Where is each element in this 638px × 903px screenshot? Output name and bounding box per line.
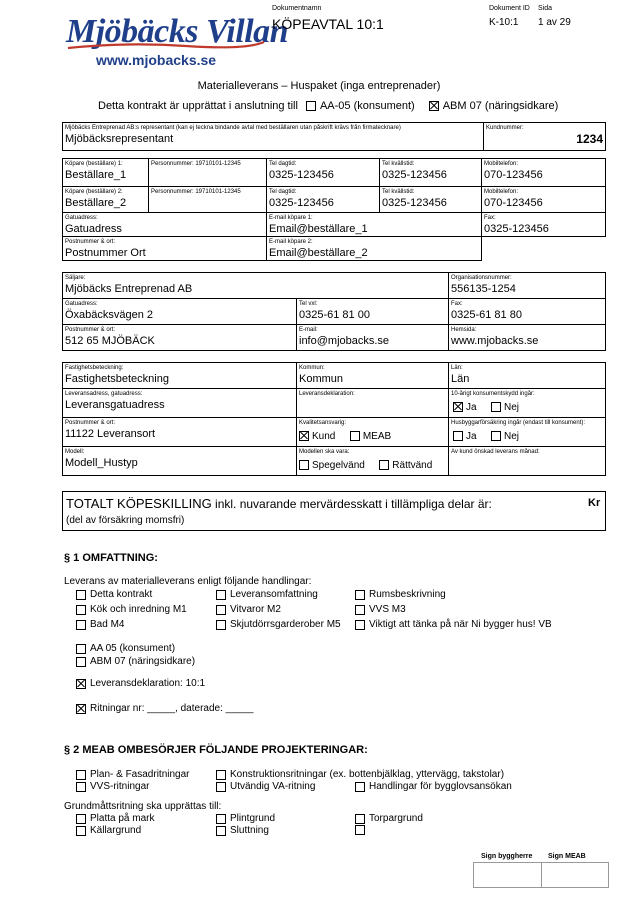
rep-field[interactable]: Mjöbäcksrepresentant [65, 133, 174, 145]
proj-item-construction [216, 769, 504, 780]
doc-item-wardrobes [216, 619, 341, 630]
buyer2-eve-field[interactable]: 0325-123456 [382, 197, 447, 209]
unmirrored-checkbox[interactable] [379, 460, 389, 470]
doc-item-bath [76, 619, 124, 630]
proj-construction-label: Konstruktionsritningar (ex. bottenbjälklag, yttervägg, takstolar) [230, 769, 505, 780]
page-subtitle: Materialleverans – Huspaket (inga entreprenader) [197, 80, 441, 92]
buyer2-mob-label: Mobiltelefon: [484, 189, 519, 195]
county-field[interactable]: Län [451, 373, 470, 385]
org-number-label: Organisationsnummer: [451, 275, 512, 281]
customer-number-label: Kundnummer: [486, 125, 524, 131]
sec1-abm07-label: ABM 07 (näringsidkare) [90, 656, 196, 667]
doc-item-vvs [355, 604, 406, 615]
drawings-item [76, 703, 253, 714]
seller-field[interactable]: Mjöbäcks Entreprenad AB [65, 283, 193, 295]
proj-permit-checkbox[interactable] [355, 782, 365, 792]
foundation-crawl-label: Torpargrund [369, 813, 423, 824]
foundation-basement-label: Källargrund [90, 825, 142, 836]
foundation-item-plinth [216, 813, 275, 824]
quality-kund-label: Kund [312, 430, 336, 442]
seller-postal-field[interactable]: 512 65 MJÖBÄCK [65, 335, 155, 347]
doc-item-kitchen [76, 604, 187, 615]
buyer-address-field[interactable]: Gatuadress [65, 223, 122, 235]
seller-web-field[interactable]: www.mjobacks.se [451, 335, 539, 347]
drawings-text: Ritningar nr: _____, daterade: _____ [90, 703, 254, 714]
delivery-declaration-label: Leveransdeklaration: [299, 391, 355, 397]
proj-vvs-label: VVS-ritningar [90, 781, 150, 792]
builder-insurance-label: Husbyggarförsäkring ingår (endast till konsument): [451, 420, 586, 426]
aa05-checkbox[interactable] [306, 101, 316, 111]
foundation-item-crawl [355, 813, 423, 824]
delivery-address-field[interactable]: Leveransgatuadress [65, 399, 165, 411]
foundation-title: Grundmåttsritning ska upprättas till: [64, 801, 222, 812]
protection-no-label: Nej [504, 401, 520, 413]
property-table [62, 362, 606, 476]
total-price-title: TOTALT KÖPESKILLING [66, 496, 212, 511]
logo-swoosh-icon [66, 12, 266, 57]
buyer1-eve-label: Tel kvällstid: [382, 161, 415, 167]
quality-responsible-options [299, 428, 446, 446]
section1-title: § 1 OMFATTNING: [64, 552, 158, 564]
buyer-address-label: Gatuadress: [65, 215, 98, 221]
doc-scope-label: Leveransomfattning [230, 589, 318, 600]
seller-label: Säljare: [65, 275, 86, 281]
page-label: Sida [538, 5, 553, 12]
doc-wardrobes-checkbox[interactable] [216, 620, 226, 630]
consumer-protection-label: 10-årigt konsumentskydd ingår: [451, 391, 535, 397]
company-url: www.mjobacks.se [96, 52, 217, 68]
doc-wardrobes-label: Skjutdörrsgarderober M5 [230, 619, 341, 630]
abm07-label: ABM 07 (näringsidkare) [442, 100, 559, 112]
model-orientation-label: Modellen ska vara: [299, 449, 350, 455]
quality-meab-label: MEAB [362, 430, 392, 442]
builder-insurance-options [451, 428, 603, 446]
buyer1-pnr-label: Personnummer: 19710101-12345 [151, 161, 241, 167]
page-number: 1 av 29 [538, 17, 571, 28]
foundation-basement-checkbox[interactable] [76, 826, 86, 836]
buyer2-email-field[interactable]: Email@beställare_2 [269, 247, 368, 259]
model-orientation-options [299, 457, 446, 475]
contract-basis-line [98, 100, 558, 112]
buyers-table [62, 158, 606, 261]
buyer1-day-field[interactable]: 0325-123456 [269, 169, 334, 181]
proj-plan-checkbox[interactable] [76, 770, 86, 780]
seller-tel-label: Tel vxl: [299, 301, 318, 307]
sec1-aa05-checkbox[interactable] [76, 644, 86, 654]
seller-tel-field[interactable]: 0325-61 81 00 [299, 309, 370, 321]
foundation-item-slope [216, 825, 269, 836]
quality-responsible-label: Kvalitetsansvarig: [299, 420, 347, 426]
buyer2-eve-label: Tel kvällstid: [382, 189, 415, 195]
doc-kitchen-checkbox[interactable] [76, 605, 86, 615]
doc-tips-label: Viktigt att tänka på när Ni bygger hus! VB [369, 619, 552, 630]
total-price-rest: inkl. nuvarande mervärdesskatt i tillämpliga delar är: [211, 497, 492, 511]
delivery-address-label: Leveransadress, gatuadress: [65, 391, 143, 397]
abm07-item [76, 656, 195, 667]
proj-item-permit [355, 781, 512, 792]
buyer2-pnr-label: Personnummer: 19710101-12345 [151, 189, 241, 195]
delivery-declaration-checkbox[interactable] [76, 679, 86, 689]
foundation-other-checkbox[interactable] [355, 825, 365, 835]
aa05-item [76, 643, 175, 654]
protection-no-checkbox[interactable] [491, 402, 501, 412]
doc-bath-label: Bad M4 [90, 619, 125, 630]
buyer1-email-field[interactable]: Email@beställare_1 [269, 223, 368, 235]
doc-id: K-10:1 [489, 17, 519, 28]
insurance-yes-label: Ja [466, 430, 477, 442]
buyer-postal-field[interactable]: Postnummer Ort [65, 247, 146, 259]
sign-builder-label: Sign byggherre [481, 853, 533, 860]
insurance-yes-checkbox[interactable] [453, 431, 463, 441]
doc-bath-checkbox[interactable] [76, 620, 86, 630]
model-field[interactable]: Modell_Hustyp [65, 457, 138, 469]
doc-appliances-checkbox[interactable] [216, 605, 226, 615]
buyer1-day-label: Tel dagtid: [269, 161, 297, 167]
buyer2-mob-field[interactable]: 070-123456 [484, 197, 543, 209]
org-number-field[interactable]: 556135-1254 [451, 283, 516, 295]
protection-yes-checkbox[interactable] [453, 402, 463, 412]
proj-va-checkbox[interactable] [216, 782, 226, 792]
proj-item-vvs [76, 781, 149, 792]
proj-vvs-checkbox[interactable] [76, 782, 86, 792]
doc-vvs-label: VVS M3 [369, 604, 406, 615]
doc-tips-checkbox[interactable] [355, 620, 365, 630]
seller-email-field[interactable]: info@mjobacks.se [299, 335, 390, 347]
delivery-postal-field[interactable]: 11122 Leveransort [65, 428, 156, 440]
foundation-slab-checkbox[interactable] [76, 814, 86, 824]
buyer-fax-field[interactable]: 0325-123456 [484, 223, 549, 235]
quality-kund-checkbox[interactable] [299, 431, 309, 441]
doc-name-label: Dokumentnamn [272, 5, 322, 12]
delivery-month-label: Av kund önskad leverans månad: [451, 449, 540, 455]
delivery-declaration-text: Leveransdeklaration: 10:1 [90, 678, 206, 689]
doc-item-contract [76, 589, 152, 600]
buyer1-email-label: E-mail köpare 1: [269, 215, 313, 221]
doc-item-scope [216, 589, 318, 600]
sec1-abm07-checkbox[interactable] [76, 657, 86, 667]
foundation-crawl-checkbox[interactable] [355, 814, 365, 824]
buyer1-label: Köpare (beställare) 1: [65, 161, 123, 167]
foundation-slope-label: Sluttning [230, 825, 269, 836]
doc-contract-checkbox[interactable] [76, 590, 86, 600]
county-label: Län: [451, 365, 463, 371]
quality-meab-checkbox[interactable] [350, 431, 360, 441]
doc-item-tips [355, 619, 552, 630]
proj-plan-label: Plan- & Fasadritningar [90, 769, 190, 780]
foundation-plinth-label: Plintgrund [230, 813, 276, 824]
foundation-item-other [355, 825, 369, 835]
mirrored-label: Spegelvänd [312, 459, 365, 471]
aa05-label: AA-05 (konsument) [319, 100, 415, 112]
delivery-postal-label: Postnummer & ort: [65, 420, 116, 426]
section1-intro: Leverans av materialleverans enligt följande handlingar: [64, 576, 312, 587]
municipality-field[interactable]: Kommun [299, 373, 344, 385]
customer-number-field[interactable]: 1234 [576, 132, 603, 146]
delivery-declaration-item [76, 678, 205, 689]
proj-va-label: Utvändig VA-ritning [230, 781, 316, 792]
buyer2-day-field[interactable]: 0325-123456 [269, 197, 334, 209]
foundation-plinth-checkbox[interactable] [216, 814, 226, 824]
seller-table [62, 272, 606, 351]
insurance-no-label: Nej [504, 430, 520, 442]
seller-postal-label: Postnummer & ort: [65, 327, 116, 333]
foundation-item-basement [76, 825, 141, 836]
proj-item-plan [76, 769, 190, 780]
property-id-label: Fastighetsbeteckning: [65, 365, 124, 371]
proj-permit-label: Handlingar för bygglovsansökan [369, 781, 512, 792]
seller-address-label: Gatuadress: [65, 301, 98, 307]
doc-appliances-label: Vitvaror M2 [230, 604, 281, 615]
buyer-fax-label: Fax: [484, 215, 496, 221]
sign-meab-label: Sign MEAB [548, 853, 586, 860]
doc-name: KÖPEAVTAL 10:1 [272, 16, 384, 32]
seller-fax-field[interactable]: 0325-61 81 80 [451, 309, 522, 321]
seller-web-label: Hemsida: [451, 327, 477, 333]
proj-item-va [216, 781, 315, 792]
buyer2-label: Köpare (beställare) 2: [65, 189, 123, 195]
property-id-field[interactable]: Fastighetsbeteckning [65, 373, 169, 385]
buyer1-mob-label: Mobiltelefon: [484, 161, 519, 167]
doc-rooms-label: Rumsbeskrivning [369, 589, 446, 600]
insurance-no-checkbox[interactable] [491, 431, 501, 441]
unmirrored-label: Rättvänd [392, 459, 433, 471]
total-price-note: (del av försäkring momsfri) [66, 515, 185, 526]
section2-title: § 2 MEAB OMBESÖRJER FÖLJANDE PROJEKTERINGAR: [64, 744, 368, 756]
foundation-slab-label: Platta på mark [90, 813, 155, 824]
doc-rooms-checkbox[interactable] [355, 590, 365, 600]
doc-contract-label: Detta kontrakt [90, 589, 153, 600]
municipality-label: Kommun: [299, 365, 325, 371]
foundation-slope-checkbox[interactable] [216, 826, 226, 836]
foundation-item-slab [76, 813, 154, 824]
signature-divider [541, 862, 542, 888]
doc-kitchen-label: Kök och inredning M1 [90, 604, 187, 615]
consumer-protection-options [451, 399, 603, 417]
contract-prefix: Detta kontrakt är upprättat i anslutning till [98, 100, 298, 112]
seller-fax-label: Fax: [451, 301, 463, 307]
total-price-heading [66, 496, 492, 511]
mirrored-checkbox[interactable] [299, 460, 309, 470]
doc-item-rooms [355, 589, 446, 600]
doc-item-appliances [216, 604, 281, 615]
buyer2-day-label: Tel dagtid: [269, 189, 297, 195]
abm07-checkbox[interactable] [429, 101, 439, 111]
seller-address-field[interactable]: Öxabäcksvägen 2 [65, 309, 154, 321]
drawings-checkbox[interactable] [76, 704, 86, 714]
proj-construction-checkbox[interactable] [216, 770, 226, 780]
protection-yes-label: Ja [466, 401, 477, 413]
doc-scope-checkbox[interactable] [216, 590, 226, 600]
sec1-aa05-label: AA 05 (konsument) [90, 643, 176, 654]
buyer-postal-label: Postnummer & ort: [65, 239, 116, 245]
company-logo: Mjöbäcks Villan [66, 13, 289, 50]
rep-label: Mjöbäcks Entreprenad AB:s representant (kan ej teckna bindande avtal med beställaren utan påskrift krävs från firmatecknare) [65, 125, 401, 131]
buyer2-email-label: E-mail köpare 2: [269, 239, 313, 245]
model-label: Modell: [65, 449, 85, 455]
doc-vvs-checkbox[interactable] [355, 605, 365, 615]
buyer1-eve-field[interactable]: 0325-123456 [382, 169, 447, 181]
total-price-currency[interactable]: Kr [588, 497, 601, 509]
buyer1-mob-field[interactable]: 070-123456 [484, 169, 543, 181]
buyer1-field[interactable]: Beställare_1 [65, 169, 127, 181]
doc-id-label: Dokument ID [489, 5, 530, 12]
seller-email-label: E-mail: [299, 327, 318, 333]
representative-table [62, 122, 606, 151]
buyer2-field[interactable]: Beställare_2 [65, 197, 127, 209]
